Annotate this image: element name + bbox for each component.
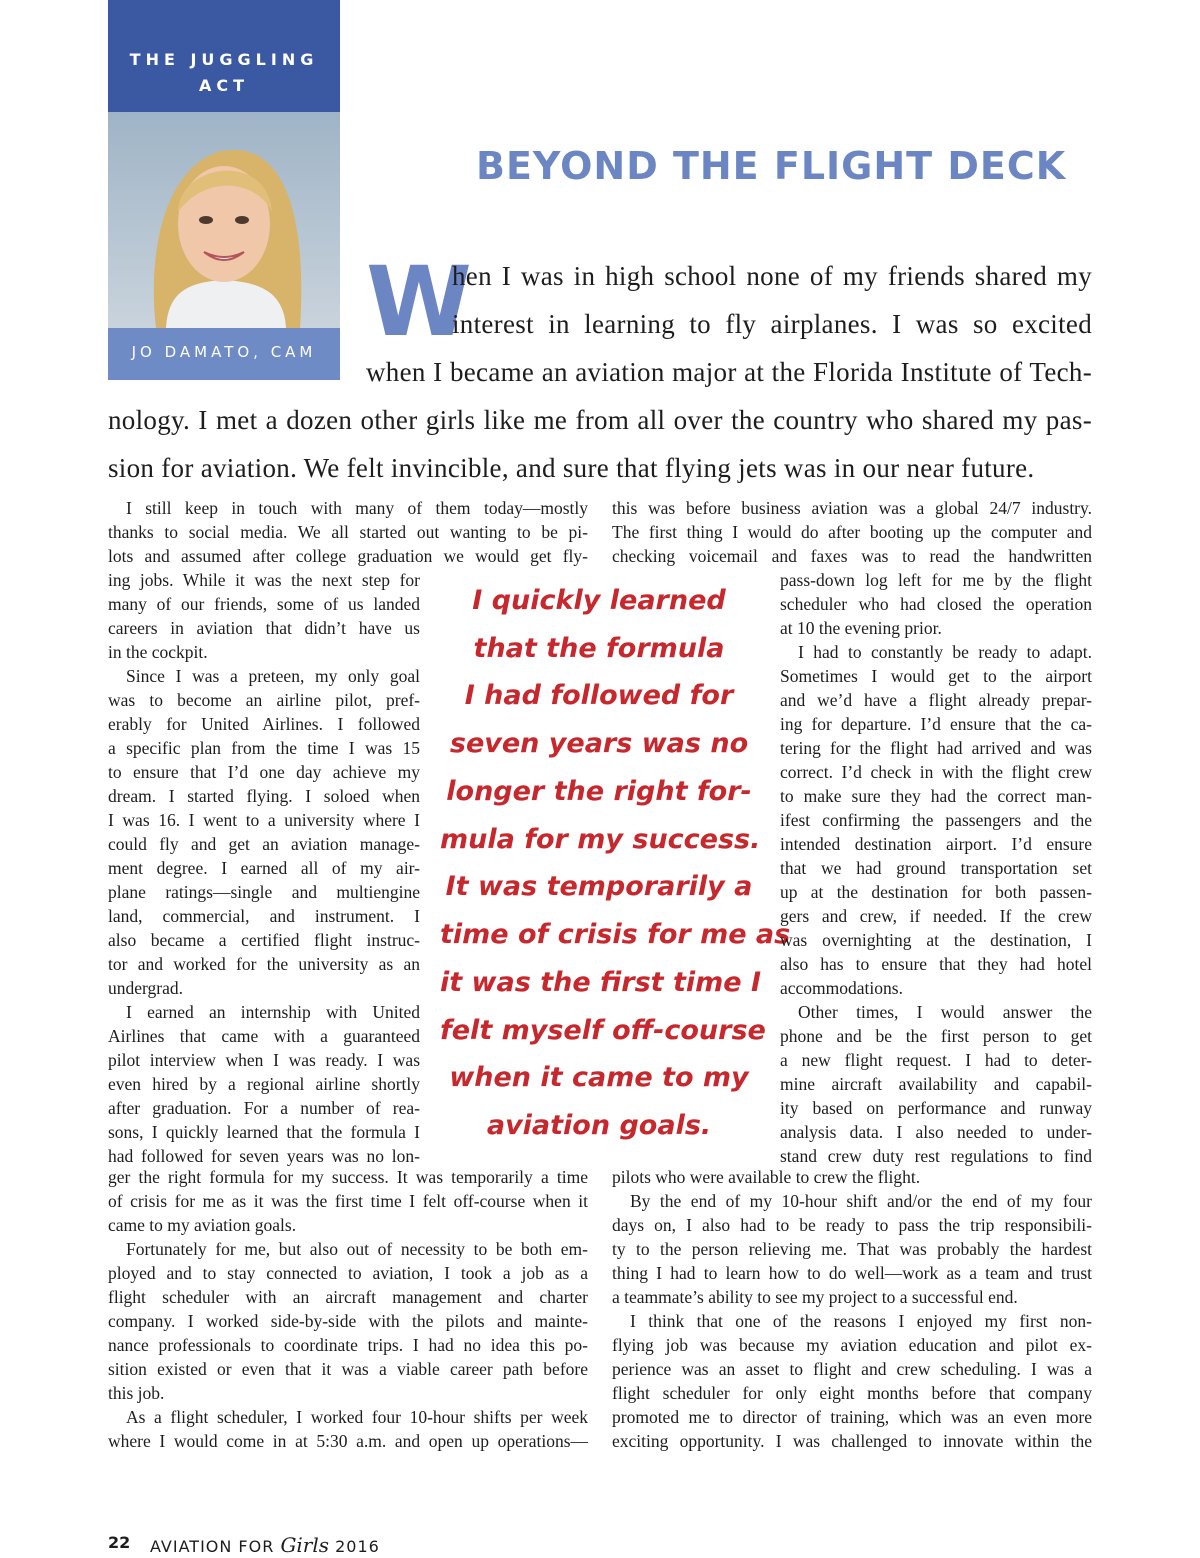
body-line: ty to the person relieving me. That was probably the hardest xyxy=(612,1239,1092,1259)
body-line: I was 16. I went to a university where I xyxy=(108,810,420,830)
body-line: perience was an asset to flight and crew scheduling. I was a xyxy=(612,1359,1092,1379)
body-line: up at the destination for both passen- xyxy=(780,882,1092,902)
column-2-top xyxy=(612,497,1092,569)
magazine-prefix: AVIATION FOR xyxy=(150,1537,275,1556)
body-line: lots and assumed after college graduation we would get fly- xyxy=(108,546,588,566)
sidebar-header xyxy=(108,0,340,112)
body-line: As a flight scheduler, I worked four 10-hour shifts per week xyxy=(126,1407,588,1427)
pullquote-line: I had followed for xyxy=(464,680,734,711)
body-line: this was before business aviation was a global 24/7 industry. xyxy=(612,498,1092,518)
body-line: at 10 the evening prior. xyxy=(780,618,942,638)
body-line: sition existed or even that it was a viable career path before xyxy=(108,1359,588,1379)
body-line: ing jobs. While it was the next step for xyxy=(108,570,420,590)
body-line: Other times, I would answer the xyxy=(798,1002,1092,1022)
intro-line: interest in learning to fly airplanes. I was so excited xyxy=(452,309,1092,339)
body-line: pass-down log left for me by the flight xyxy=(780,570,1092,590)
body-line: undergrad. xyxy=(108,978,183,998)
body-line: could fly and get an aviation manage- xyxy=(108,834,420,854)
body-line: this job. xyxy=(108,1383,165,1403)
body-line: had followed for seven years was no lon- xyxy=(108,1146,420,1166)
body-line: was to become an airline pilot, pref- xyxy=(108,690,420,710)
body-line: to make sure they had the correct man- xyxy=(780,786,1092,806)
page-number: 22 xyxy=(108,1533,131,1552)
body-line: was overnighting at the destination, I xyxy=(780,930,1092,950)
body-line: I had to constantly be ready to adapt. xyxy=(798,642,1092,662)
body-line: that we had ground transportation set xyxy=(780,858,1092,878)
body-line: gers and crew, if needed. If the crew xyxy=(780,906,1092,926)
pullquote-line: that the formula xyxy=(473,633,725,664)
pullquote-line: seven years was no xyxy=(449,728,749,759)
body-line: flying job was because my aviation education and pilot ex- xyxy=(612,1335,1092,1355)
body-line: a specific plan from the time I was 15 xyxy=(108,738,420,758)
body-line: flight scheduler with an aircraft management and charter xyxy=(108,1287,588,1307)
column-2-bottom xyxy=(612,1166,1092,1454)
column-1-bottom xyxy=(108,1166,588,1454)
body-line: Airlines that came with a guaranteed xyxy=(108,1026,420,1046)
body-line: nance professionals to coordinate trips. I had no idea this po- xyxy=(108,1335,588,1355)
body-line: company. I worked side-by-side with the pilots and mainte- xyxy=(108,1311,588,1331)
body-line: where I would come in at 5:30 a.m. and open up operations— xyxy=(108,1431,588,1451)
pullquote-line: it was the first time I xyxy=(440,967,762,998)
pullquote-line: when it came to my xyxy=(449,1062,749,1093)
author-photo xyxy=(108,112,340,328)
body-line: ing for departure. I’d ensure that the ca- xyxy=(780,714,1092,734)
body-line: many of our friends, some of us landed xyxy=(108,594,420,614)
body-line: promoted me to director of training, which was an even more xyxy=(612,1407,1092,1427)
drop-cap: W xyxy=(366,246,472,358)
body-line: plane ratings—single and multiengine xyxy=(108,882,420,902)
body-line: I still keep in touch with many of them today—mostly xyxy=(126,498,588,518)
body-line: erably for United Airlines. I followed xyxy=(108,714,420,734)
body-line: dream. I started flying. I soloed when xyxy=(108,786,420,806)
body-line: ifest confirming the passengers and the xyxy=(780,810,1092,830)
body-line: sons, I quickly learned that the formula I xyxy=(108,1122,420,1142)
pullquote-line: mula for my success. xyxy=(440,824,761,855)
body-line: exciting opportunity. I was challenged to innovate within the xyxy=(612,1431,1092,1451)
body-line: a teammate’s ability to see my project to a successful end. xyxy=(612,1287,1018,1307)
body-line: I think that one of the reasons I enjoyed my first non- xyxy=(630,1311,1092,1331)
body-line: after graduation. For a number of rea- xyxy=(108,1098,420,1118)
body-line: tor and worked for the university as an xyxy=(108,954,420,974)
body-line: tering for the flight had arrived and was xyxy=(780,738,1092,758)
body-line: ity based on performance and runway xyxy=(780,1098,1092,1118)
body-line: even hired by a regional airline shortly xyxy=(108,1074,420,1094)
body-line: correct. I’d check in with the flight crew xyxy=(780,762,1092,782)
body-line: The first thing I would do after booting up the computer and xyxy=(612,522,1092,542)
body-line: I earned an internship with United xyxy=(126,1002,420,1022)
body-line: thanks to social media. We all started out wanting to be pi- xyxy=(108,522,588,542)
body-line: flight scheduler for only eight months before that company xyxy=(612,1383,1092,1403)
body-line: mine aircraft availability and capabil- xyxy=(780,1074,1092,1094)
magazine-title xyxy=(150,1533,380,1557)
kicker-line-1: THE JUGGLING xyxy=(129,50,319,69)
body-line: analysis data. I also needed to under- xyxy=(780,1122,1092,1142)
body-line: intended destination airport. I’d ensure xyxy=(780,834,1092,854)
pullquote-line: time of crisis for me as xyxy=(440,919,791,950)
column-2-narrow xyxy=(780,569,1092,1169)
body-line: in the cockpit. xyxy=(108,642,208,662)
pullquote-line: aviation goals. xyxy=(486,1110,712,1141)
body-line: came to my aviation goals. xyxy=(108,1215,297,1235)
body-line: scheduler who had closed the operation xyxy=(780,594,1092,614)
pullquote-line: longer the right for- xyxy=(446,776,752,807)
body-line: checking voicemail and faxes was to read the handwritten xyxy=(612,546,1092,566)
pullquote-line: It was temporarily a xyxy=(445,871,753,902)
intro-line: sion for aviation. We felt invincible, and sure that flying jets was in our near future. xyxy=(108,453,1035,483)
pullquote-line: felt myself off-course xyxy=(440,1015,766,1046)
body-line: ment degree. I earned all of my air- xyxy=(108,858,420,878)
column-1-top xyxy=(108,497,588,569)
magazine-year: 2016 xyxy=(335,1537,380,1556)
body-line: stand crew duty rest regulations to find xyxy=(780,1146,1092,1166)
intro-line: when I became an aviation major at the Florida Institute of Tech- xyxy=(366,357,1092,387)
body-line: a new flight request. I had to deter- xyxy=(780,1050,1092,1070)
body-line: By the end of my 10-hour shift and/or the end of my four xyxy=(630,1191,1092,1211)
pullquote-line: I quickly learned xyxy=(472,585,726,616)
intro-line: hen I was in high school none of my friends shared my xyxy=(452,261,1092,291)
body-line: pilot interview when I was ready. I was xyxy=(108,1050,420,1070)
body-line: also has to ensure that they had hotel xyxy=(780,954,1092,974)
body-line: of crisis for me as it was the first time I felt off-course when it xyxy=(108,1191,588,1211)
body-line: Sometimes I would get to the airport xyxy=(780,666,1092,686)
body-line: accommodations. xyxy=(780,978,903,998)
body-line: phone and be the first person to get xyxy=(780,1026,1092,1046)
body-line: days on, I also had to be ready to pass the trip responsibili- xyxy=(612,1215,1092,1235)
author-byline: JO DAMATO, CAM xyxy=(131,343,317,361)
body-line: to ensure that I’d one day achieve my xyxy=(108,762,420,782)
body-line: careers in aviation that didn’t have us xyxy=(108,618,420,638)
body-line: Fortunately for me, but also out of necessity to be both em- xyxy=(126,1239,588,1259)
body-line: land, commercial, and instrument. I xyxy=(108,906,420,926)
body-line: and we’d have a flight already prepar- xyxy=(780,690,1092,710)
body-line: ger the right formula for my success. It was temporarily a time xyxy=(108,1167,588,1187)
body-line: ployed and to stay connected to aviation, I took a job as a xyxy=(108,1263,588,1283)
body-line: pilots who were available to crew the flight. xyxy=(612,1167,921,1187)
headline: BEYOND THE FLIGHT DECK xyxy=(476,144,1067,188)
column-1-narrow xyxy=(108,569,420,1169)
kicker-line-2: ACT xyxy=(198,76,250,95)
intro-line: nology. I met a dozen other girls like me from all over the country who shared my pas- xyxy=(108,405,1092,435)
body-line: Since I was a preteen, my only goal xyxy=(126,666,420,686)
magazine-script: Girls xyxy=(280,1533,330,1557)
body-line: thing I had to learn how to do well—work as a team and trust xyxy=(612,1263,1092,1283)
body-line: also became a certified flight instruc- xyxy=(108,930,420,950)
